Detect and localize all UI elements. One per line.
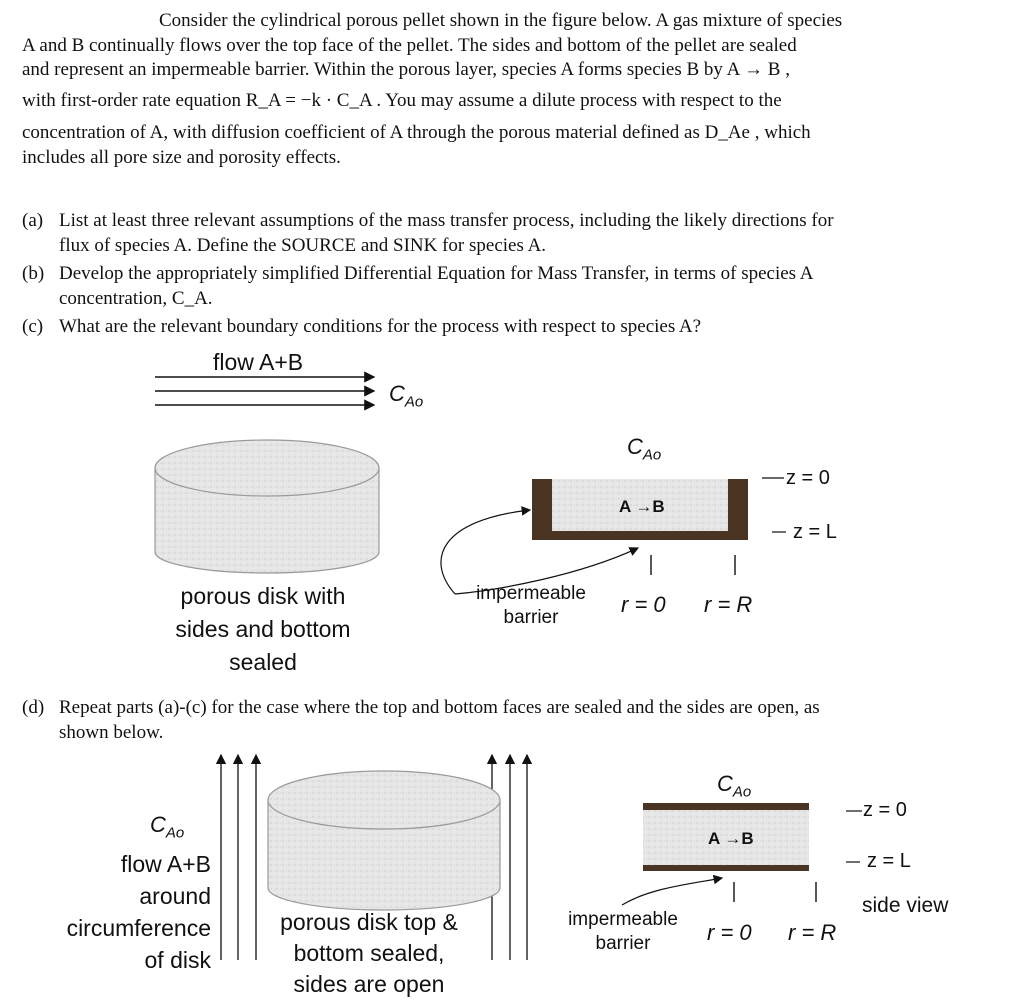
barrier-line: barrier bbox=[595, 933, 651, 954]
question-text: flux of species A. Define the SOURCE and SINK for species A. bbox=[59, 234, 547, 256]
concentration-label: $C_{Ao}$ bbox=[150, 812, 185, 842]
flow-line: around bbox=[139, 883, 211, 909]
intro-line-6: includes all pore size and porosity effects. bbox=[22, 146, 341, 168]
z0-label: z = 0 bbox=[863, 799, 907, 821]
reaction-label: A →B bbox=[708, 829, 754, 848]
caption-line: porous disk top & bbox=[280, 909, 458, 935]
intro-line-5: concentration of A, with diffusion coefficient of A through the porous material defined as D_Ae , which bbox=[22, 122, 811, 143]
r0-label: r = 0 bbox=[707, 920, 752, 945]
question-label: (d) bbox=[22, 697, 45, 718]
caption-line: sides are open bbox=[293, 971, 445, 997]
barrier-label-1 bbox=[469, 582, 593, 630]
cross-section-1 bbox=[532, 478, 786, 575]
question-text: List at least three relevant assumptions of the mass transfer process, including the likely directions for bbox=[59, 210, 834, 231]
rR-label: r = R bbox=[788, 920, 837, 945]
question-label: (a) bbox=[22, 210, 44, 231]
disk-caption-1 bbox=[163, 580, 363, 679]
zL-label: z = L bbox=[867, 850, 911, 872]
zL-label: z = L bbox=[793, 521, 837, 543]
flow-line: of disk bbox=[144, 947, 211, 973]
intro-line-2: A and B continually flows over the top face of the pellet. The sides and bottom of the pellet are sealed bbox=[22, 34, 797, 56]
intro-line-3: and represent an impermeable barrier. Within the porous layer, species A forms species B by A → B , bbox=[22, 59, 790, 80]
flow-label: flow A+B bbox=[213, 349, 304, 375]
flow-description bbox=[30, 848, 211, 976]
concentration-label: $C_{Ao}$ bbox=[627, 434, 662, 464]
question-text: concentration, C_A. bbox=[59, 287, 213, 309]
cross-section-2 bbox=[643, 803, 862, 902]
rR-label: r = R bbox=[704, 592, 753, 617]
question-text: Repeat parts (a)-(c) for the case where the top and bottom faces are sealed and the sides are open, as bbox=[59, 697, 820, 718]
concentration-label: $C_{Ao}$ bbox=[717, 771, 752, 801]
flow-line: circumference bbox=[66, 915, 211, 941]
disk-caption-2 bbox=[264, 907, 474, 1000]
question-text: shown below. bbox=[59, 721, 164, 743]
barrier-line: impermeable bbox=[568, 909, 678, 930]
barrier-line: barrier bbox=[503, 607, 559, 628]
reaction-label: A →B bbox=[619, 497, 665, 516]
question-label: (b) bbox=[22, 263, 45, 284]
intro-line-1: Consider the cylindrical porous pellet shown in the figure below. A gas mixture of species bbox=[159, 10, 843, 31]
z0-label: z = 0 bbox=[786, 467, 830, 489]
porous-disk-2 bbox=[268, 771, 500, 910]
concentration-label: $C_{Ao}$ bbox=[389, 381, 424, 411]
porous-disk-1 bbox=[155, 440, 379, 573]
caption-line: bottom sealed, bbox=[293, 940, 445, 966]
flow-arrows bbox=[155, 377, 374, 405]
question-text: Develop the appropriately simplified Differential Equation for Mass Transfer, in terms of species A bbox=[59, 263, 814, 284]
barrier-arrow-2 bbox=[622, 878, 722, 905]
flow-line: flow A+B bbox=[120, 851, 211, 877]
caption-line: sides and bottom bbox=[175, 616, 351, 642]
caption-line: porous disk with bbox=[180, 583, 346, 609]
barrier-line: impermeable bbox=[476, 583, 586, 604]
r0-label: r = 0 bbox=[621, 592, 666, 617]
question-text: What are the relevant boundary conditions for the process with respect to species A? bbox=[59, 316, 702, 337]
flow-arrows-left bbox=[221, 755, 256, 960]
question-label: (c) bbox=[22, 316, 44, 337]
side-view-label: side view bbox=[862, 894, 949, 917]
intro-line-4: with first-order rate equation R_A = −k · C_A . You may assume a dilute process with respect to the bbox=[22, 89, 782, 111]
caption-line: sealed bbox=[229, 649, 297, 675]
barrier-label-2 bbox=[561, 908, 685, 956]
